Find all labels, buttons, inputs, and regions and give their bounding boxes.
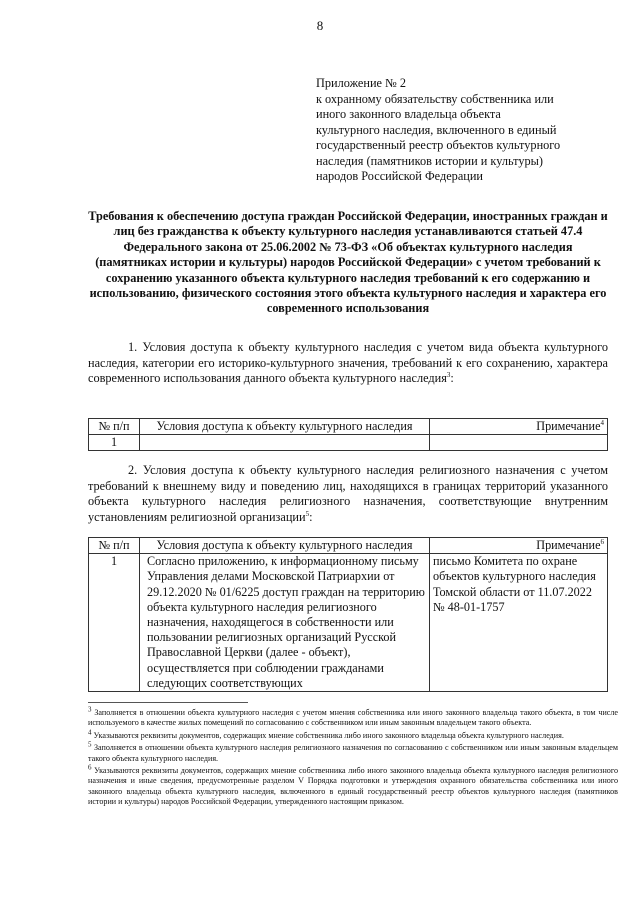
footnote-number: 3 [88,705,92,714]
table-header-row [89,419,608,435]
page-number: 8 [316,18,324,33]
header-note-label: Примечание [536,538,601,552]
section-2-end: : [309,509,313,524]
footnote-5 [88,740,618,764]
footnote-text: Указываются реквизиты документов, содержащих мнение собственника либо иного законного владельца объекта культурного наследия. [93,730,564,740]
appendix-line: культурного наследия, включенного в единый [316,122,557,137]
footnote-separator [88,702,248,703]
footnote-6 [88,763,618,808]
footnote-number: 4 [88,728,92,737]
access-conditions-table-1 [88,418,608,451]
header-conditions: Условия доступа к объекту культурного наследия [140,419,430,435]
section-1-text: 1. Условия доступа к объекту культурного наследия с учетом вида объекта культурного наследия, категории его историко-культурного значения, требований к его сохранению, характера современного использования данного объекта культурного наследия [88,340,608,385]
header-num: № п/п [89,419,140,435]
footnote-text: Заполняется в отношении объекта культурного наследия религиозного назначения по согласованию с собственником или иным законным владельцем такого объекта культурного наследия. [88,743,618,763]
footnote-ref-6: 6 [600,537,604,546]
appendix-line: народов Российской Федерации [316,169,484,183]
row-conditions: Согласно приложению, к информационному письму Управления делами Московской Патриархии от 29.12.2020 № 01/6225 доступ граждан на территорию объекта культурного наследия религиозного назначения, находящегося в собственности или пользовании религиозных организаций Русской Православной Церкви (далее - объект), осуществляется при соблюдении гражданами следующих соответствующих [140,554,430,692]
table-row [89,435,608,451]
row-note: письмо Комитета по охране объектов культурного наследия Томской области от 11.07.2022 № 48-01-1757 [430,554,608,692]
header-note-label: Примечание [536,419,601,433]
row-note [430,435,608,451]
section-2-paragraph [88,463,608,525]
footnote-4 [88,728,618,741]
appendix-line: иного законного владельца объекта [316,107,501,121]
header-note [430,538,608,554]
footnote-ref-4: 4 [600,418,604,427]
footnote-ref-5: 5 [305,509,310,518]
section-2-text: 2. Условия доступа к объекту культурного наследия религиозного назначения с учетом требований к внешнему виду и поведению лиц, находящихся в границах территорий указанного объекта культурного наследия религиозного назначения, соответствующие внутренним установлениям религиозной организации [88,463,608,524]
footnote-number: 6 [88,763,92,772]
footnote-text: Указываются реквизиты документов, содержащих мнение собственника либо иного законного владельца объекта культурного наследия религиозного назначения и иные сведения, предусмотренные разделом V Порядка подготовки и утверждения охранного обязательства собственника или иного законного владельца объекта культурного наследия, включенного в единый государственный реестр объектов культурного наследия (памятников истории и культуры) народов Российской Федерации, утвержденного настоящим приказом. [88,766,618,807]
appendix-line: наследия (памятников истории и культуры) [316,153,543,168]
section-1-paragraph [88,340,608,387]
footnote-ref-3: 3 [446,370,451,379]
header-num: № п/п [89,538,140,554]
footnote-number: 5 [88,740,92,749]
access-conditions-table-2 [88,537,608,692]
row-num: 1 [89,435,140,451]
table-row [89,554,608,692]
section-1-end: : [450,371,454,385]
header-note [430,419,608,435]
footnote-3 [88,705,619,729]
appendix-line: к охранному обязательству собственника или [316,91,554,106]
row-num: 1 [89,554,140,692]
document-title: Требования к обеспечению доступа граждан Российской Федерации, иностранных граждан и лиц без гражданства к объекту культурного наследия устанавливаются статьей 47.4 Федерального закона от 25.06.2002 № 73-ФЗ «Об объектах культурного наследия (памятниках истории и культуры) народов Российской Федерации» с учетом требований к сохранению указанного объекта культурного наследия требований к его содержанию и использованию, физического состояния этого объекта культурного наследия и характера его современного использования [88,209,608,316]
row-conditions [140,435,430,451]
footnote-text: Заполняется в отношении объекта культурного наследия с учетом мнения собственника или иного законного владельца такого объекта, в том числе используемого в качестве жилых помещений по согласованию с собственником или иным законным владельцем такого объекта. [88,708,619,728]
table-header-row [89,538,608,554]
appendix-line: Приложение № 2 [316,76,407,90]
footnotes [88,705,619,810]
appendix-line: государственный реестр объектов культурного [316,138,561,152]
header-conditions: Условия доступа к объекту культурного наследия [140,538,430,554]
appendix-header [316,76,616,185]
